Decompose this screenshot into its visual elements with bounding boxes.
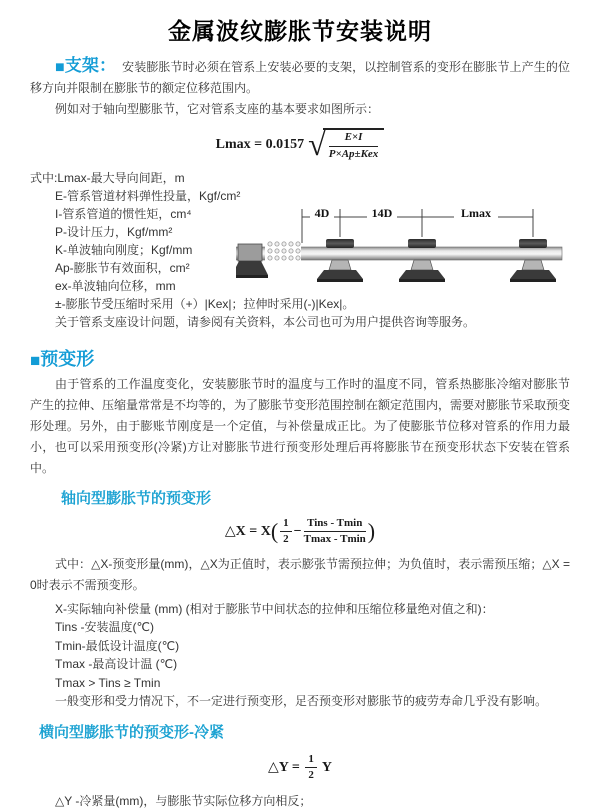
definition-item: Ap-膨胀节有效面积，cm²: [55, 260, 190, 275]
preform-section-heading-row: [30, 345, 570, 371]
dimension-lines: [302, 209, 533, 243]
section-square-icon: ■: [55, 59, 65, 76]
lmax-formula-numerator: E×I: [329, 131, 379, 147]
definition-item: X-实际轴向补偿量 (mm) (相对于膨胀节中间状态的拉伸和压缩位移量绝对值之和)：: [55, 601, 494, 616]
half-denominator: 2: [308, 769, 314, 782]
half-denominator: 2: [283, 532, 289, 545]
definition-item: Tmin-最低设计温度(℃): [55, 638, 180, 653]
definition-item: ex-单波轴向位移，mm: [55, 278, 176, 293]
half-numerator: 1: [305, 753, 317, 768]
lateral-formula: [30, 753, 570, 782]
guide-support: [510, 239, 556, 282]
lmax-formula-denominator: P×Ap±Kex: [328, 147, 379, 160]
axial-formula-lhs: △X = X: [224, 523, 271, 539]
dimension-labels: [310, 206, 498, 220]
support-intro-paragraph: [30, 55, 570, 99]
definition-item: E-管系管道材料弹性投量，Kgf/cm²: [55, 188, 241, 203]
guide-support: [399, 239, 445, 282]
definition-item: Tins -安装温度(℃): [55, 620, 155, 635]
dim-label-14d: 14D: [371, 206, 393, 220]
temperature-fraction: [304, 517, 366, 546]
axial-definitions-list: [30, 600, 570, 711]
support-intro-text: 安装膨胀节时必须在管系上安装必要的支架，以控制管系的变形在膨胀节上产生的位移方向并限制在膨胀节的额定位移范围内。: [30, 60, 570, 95]
lateral-formula-lhs: △Y =: [268, 759, 300, 775]
pipe-diagram-svg: [236, 203, 566, 298]
definition-item: I-管系管道的惯性矩，cm⁴: [55, 206, 192, 221]
document-page: [0, 13, 600, 811]
temp-denominator: Tmax - Tmin: [303, 532, 366, 545]
definition-item: P-设计压力，Kgf/mm²: [55, 224, 173, 239]
lmax-formula-radicand: [323, 128, 385, 162]
definition-item: Tmax > Tins ≥ Tmin: [55, 675, 161, 690]
preform-body-paragraph: 由于管系的工作温度变化，安装膨胀节时的温度与工作时的温度不同，管系热膨胀冷缩对膨胀节产生的拉伸、压缩量常常是不均等的，为了膨胀节变形范围控制在额定范围内，需要对膨胀节采取预变形处理。另外，由于膨账节刚度是一个定值，与补偿量成正比。为了使膨胀节位移对管系的作用力最小，也可以采用预变形(冷紧)方让对膨胀节进行预变形处理后再将膨胀节在预变形状态下安装在管系中。: [30, 376, 571, 475]
half-fraction: [280, 517, 292, 546]
page-title: 金属波纹膨胀节安装说明: [168, 18, 432, 44]
half-fraction: [305, 753, 317, 782]
support-example-line: 例如对于轴向型膨胀节，它对管系支座的基本要求如图所示：: [55, 102, 380, 116]
temp-numerator: Tins - Tmin: [304, 517, 366, 532]
minus-sign: −: [293, 523, 302, 539]
definition-item: ±-膨胀节受压缩时采用（+）|Kex|；拉伸时采用(-)|Kex|。: [55, 296, 355, 311]
axial-explain-paragraph: 式中：△X-预变形量(mm)，△X为正值时，表示膨张节需预拉伸；为负值时，表示需预压缩；△X = 0时表示不需预变形。: [30, 556, 570, 592]
open-paren: (: [270, 518, 279, 544]
pipe-support-diagram: [236, 203, 566, 298]
lateral-note-line: △Y -冷紧量(mm)，与膨胀节实际位移方向相反；: [55, 794, 312, 809]
dim-label-lmax: Lmax: [461, 206, 491, 220]
lateral-subheading: 横向型膨胀节的预变形-冷紧: [39, 723, 224, 741]
half-numerator: 1: [280, 517, 292, 532]
dim-label-4d: 4D: [314, 206, 330, 220]
guide-support: [317, 239, 363, 282]
preform-section-heading: 预变形: [40, 348, 95, 369]
sqrt-radical-sign: √: [308, 125, 326, 162]
lmax-formula-lhs: Lmax = 0.0157: [215, 136, 305, 152]
bellows-coils: [265, 241, 301, 265]
definition-item: Tmax -最高设计温 (℃): [55, 657, 178, 672]
lmax-formula: [30, 125, 570, 162]
lateral-formula-rhs: Y: [321, 759, 332, 775]
section-square-icon: ■: [30, 350, 41, 370]
definition-item: 式中:Lmax-最大导向间距，m: [30, 170, 185, 185]
support-section-heading: 支架：: [64, 56, 117, 75]
close-paren: ): [367, 518, 376, 544]
definition-item: 一般变形和受力情况下，不一定进行预变形，足否预变形对膨胀节的疲劳寿命几乎没有影响。: [55, 694, 548, 709]
definition-item: K-单波轴向刚度；Kgf/mm: [55, 242, 193, 257]
axial-subheading: 轴向型膨胀节的预变形: [61, 489, 212, 507]
definition-item: 关于管系支座设计问题，请参阅有关资料，本公司也可为用户提供咨询等服务。: [55, 314, 476, 329]
axial-formula: [30, 517, 570, 546]
